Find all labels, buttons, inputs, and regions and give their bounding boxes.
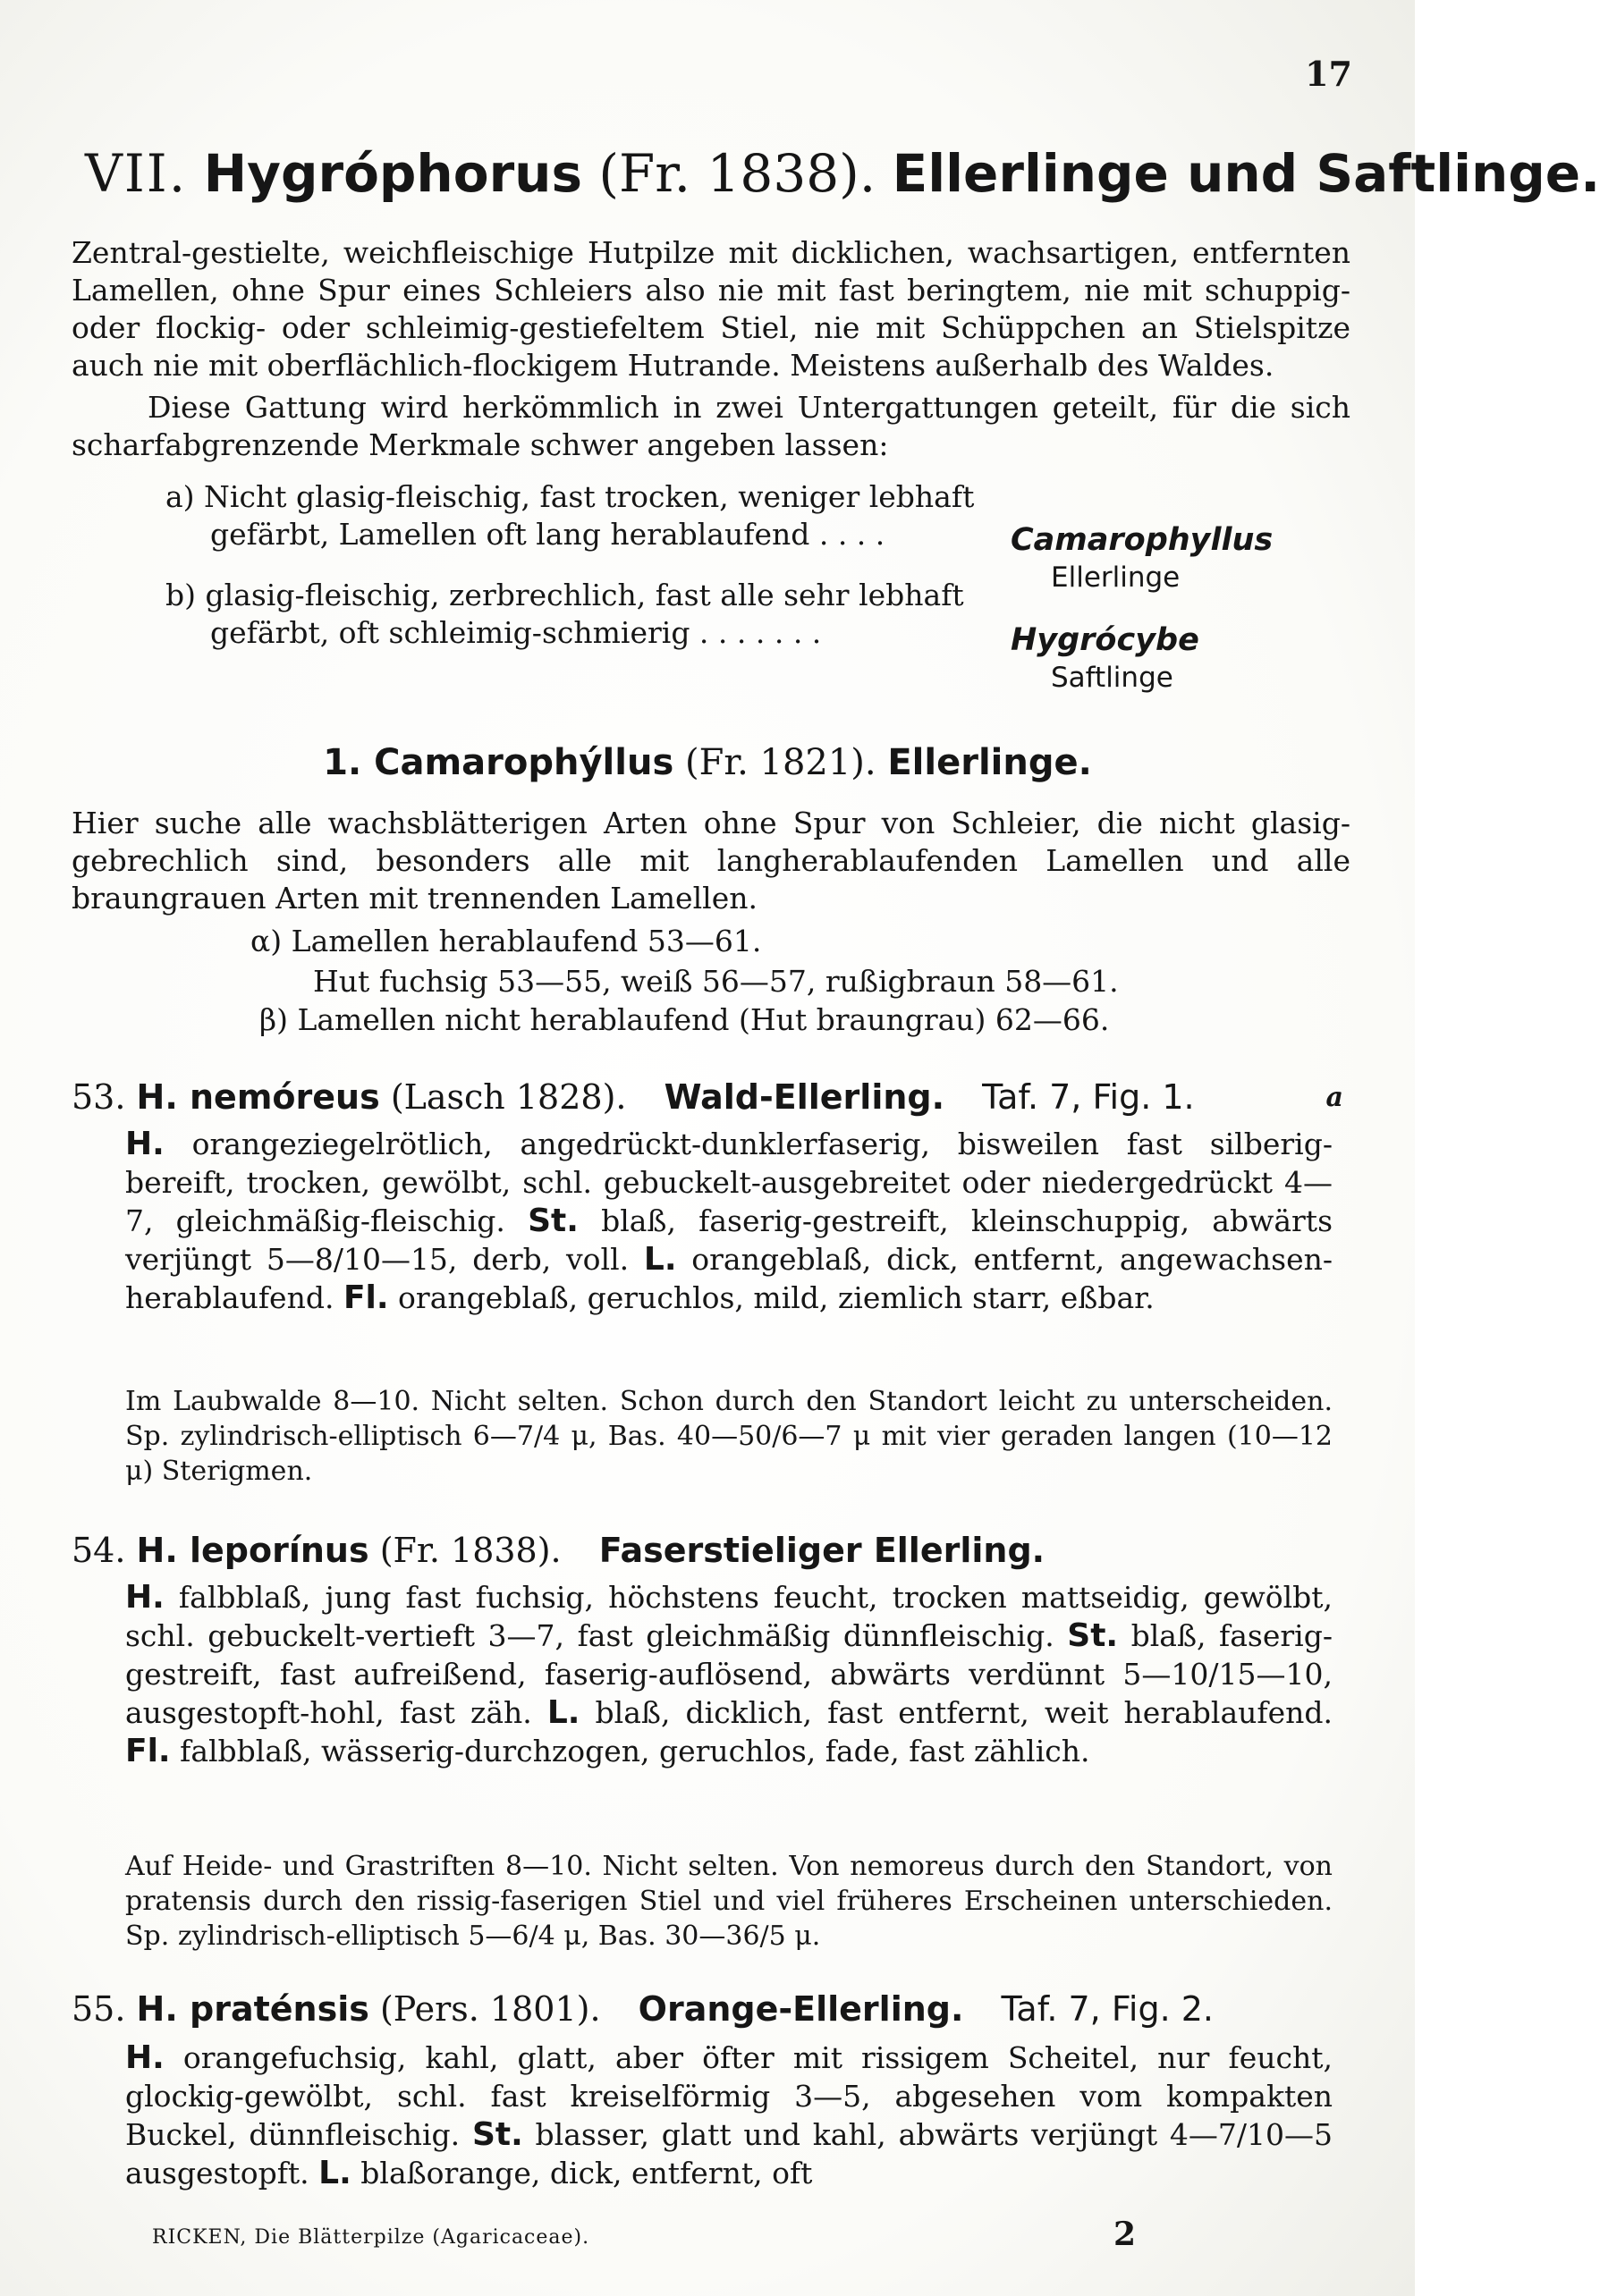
subkey-alpha: α) Lamellen herablaufend 53—61.: [250, 924, 762, 958]
species-53-num: 53.: [72, 1077, 126, 1117]
heading-year: (Fr. 1838).: [598, 143, 876, 204]
signature-number: 2: [1113, 2216, 1137, 2253]
desc-text: orangeblaß, geruchlos, mild, ziemlich starr, eßbar.: [388, 1280, 1155, 1315]
page-number: 17: [1305, 54, 1352, 94]
key-a-line1: a) Nicht glasig-fleischig, fast trocken, weniger lebhaft: [165, 479, 975, 514]
genus-intro-text: Zentral-gestielte, weichfleischige Hutpilze mit dicklichen, wachsartigen, entfernten Lamellen, ohne Spur eines Schleiers also nie mit fast beringtem, nie mit schuppig- oder flockig- oder schleimig-gestiefeltem Stiel, nie mit Schüppchen an Stielspitze auch nie mit oberflächlich-flockigem Hutrande. Meistens außerhalb des Waldes.: [72, 235, 1350, 383]
label-hut: H.: [125, 1126, 165, 1162]
label-lamellen: L.: [546, 1694, 580, 1731]
subgenus-intro-text: Hier suche alle wachsblätterigen Arten ohne Spur von Schleier, die nicht glasig-gebrechlich sind, besonders alle mit langherablaufenden Lamellen und alle braungrauen Arten mit trennenden Lamellen.: [72, 806, 1350, 916]
species-53-habitat: Im Laubwalde 8—10. Nicht selten. Schon durch den Standort leicht zu unterscheiden. Sp. zylindrisch-elliptisch 6—7/4 μ, Bas. 40—50/6—7 μ mit vier geraden langen (10—12 μ) Sterigmen.: [125, 1386, 1333, 1487]
species-55-description: [125, 2039, 1333, 2192]
label-hut: H.: [125, 2039, 165, 2076]
desc-text: orangefuchsig, kahl, glatt, aber öfter mit rissigem Scheitel, nur feucht, glockig-gewölbt, schl. fast kreiselförmig 3—5, abgesehen vom kompakten Buckel, dünnfleischig.: [125, 2040, 1333, 2152]
species-54-name: H. leporínus: [136, 1531, 369, 1570]
desc-text: falbblaß, jung fast fuchsig, höchstens feucht, trocken mattseidig, gewölbt, schl. gebuckelt-vertieft 3—7, fast gleichmäßig dünnfleischig.: [125, 1580, 1333, 1653]
desc-text: blaß, dicklich, fast entfernt, weit herablaufend.: [580, 1695, 1333, 1730]
subgenus-name: 1. Camarophýllus: [323, 742, 674, 783]
species-55-heading: [72, 1989, 1214, 2029]
species-55-name: H. praténsis: [136, 1989, 369, 2029]
key-b-common: Saftlinge: [1051, 662, 1173, 694]
footer-signature: RICKEN, Die Blätterpilze (Agaricaceae).: [152, 2226, 590, 2249]
subkey-beta: β) Lamellen nicht herablaufend (Hut braungrau) 62—66.: [259, 1002, 1110, 1037]
label-lamellen: L.: [643, 1241, 677, 1278]
label-fleisch: Fl.: [125, 1733, 171, 1769]
species-54-num: 54.: [72, 1531, 126, 1570]
subkey-fuchsig: Hut fuchsig 53—55, weiß 56—57, rußigbraun 58—61.: [313, 964, 1119, 999]
label-lamellen: L.: [318, 2155, 351, 2191]
key-entry-a: [165, 478, 1328, 594]
key-a-line2: gefärbt, Lamellen oft lang herablaufend . . . .: [210, 517, 885, 552]
genus-division: [72, 389, 1350, 464]
subgenus-year: (Fr. 1821).: [684, 742, 876, 783]
desc-text: blasser, glatt und kahl, abwärts verjüngt 4—7/10—5 ausgestopft.: [125, 2117, 1333, 2190]
genus-heading: [85, 143, 1600, 204]
species-53-name: H. nemóreus: [136, 1077, 380, 1117]
heading-genus: Hygróphorus: [203, 143, 582, 204]
genus-division-text: Diese Gattung wird herkömmlich in zwei Untergattungen geteilt, für die sich scharfabgrenzende Merkmale schwer angeben lassen:: [72, 390, 1350, 462]
species-55-common: Orange-Ellerling.: [638, 1989, 964, 2029]
label-fleisch: Fl.: [343, 1279, 389, 1316]
desc-text: blaß, faserig-gestreift, fast aufreißend, faserig-auflösend, abwärts verdünnt 5—10/15—10, ausgestopft-hohl, fast zäh.: [125, 1618, 1333, 1730]
key-b-line2: gefärbt, oft schleimig-schmierig . . . . . . .: [210, 615, 822, 650]
species-53-taf: Taf. 7, Fig. 1.: [982, 1077, 1195, 1117]
species-53-common: Wald-Ellerling.: [664, 1077, 945, 1117]
subgenus-intro: [72, 805, 1350, 917]
species-55-author: (Pers. 1801).: [379, 1989, 601, 2029]
label-hut: H.: [125, 1579, 165, 1616]
species-54-heading: [72, 1531, 1045, 1570]
species-54-description: [125, 1578, 1333, 1770]
label-stiel: St.: [1067, 1617, 1119, 1654]
key-a-name: Camarophyllus: [1011, 522, 1274, 558]
species-55-num: 55.: [72, 1989, 126, 2029]
key-a-common: Ellerlinge: [1051, 561, 1181, 594]
species-53-author: (Lasch 1828).: [390, 1077, 627, 1117]
key-b-name: Hygrócybe: [1011, 622, 1199, 658]
desc-text: blaß, faserig-gestreift, kleinschuppig, abwärts verjüngt 5—8/10—15, derb, voll.: [125, 1203, 1333, 1277]
species-55-taf: Taf. 7, Fig. 2.: [1001, 1989, 1214, 2029]
heading-roman: VII.: [85, 143, 188, 204]
subgenus-common: Ellerlinge.: [887, 742, 1092, 783]
subgenus-heading: [0, 742, 1415, 783]
key-b-line1: b) glasig-fleischig, zerbrechlich, fast alle sehr lebhaft: [165, 578, 964, 612]
genus-intro: [72, 234, 1350, 384]
species-54-habitat: Auf Heide- und Grastriften 8—10. Nicht selten. Von nemoreus durch den Standort, von pratensis durch den rissig-faserigen Stiel und viel früheres Erscheinen unterschieden. Sp. zylindrisch-elliptisch 5—6/4 μ, Bas. 30—36/5 μ.: [125, 1851, 1333, 1952]
species-53-heading: [72, 1077, 1195, 1117]
desc-text: orangeblaß, dick, entfernt, angewachsen-herablaufend.: [125, 1242, 1333, 1315]
label-stiel: St.: [471, 2116, 523, 2153]
heading-common: Ellerlinge und Saftlinge.: [892, 143, 1600, 204]
margin-mark: a: [1325, 1082, 1343, 1113]
species-53-description: [125, 1125, 1333, 1317]
species-54-common: Faserstieliger Ellerling.: [598, 1531, 1046, 1570]
species-54-author: (Fr. 1838).: [379, 1531, 562, 1570]
key-entry-b: [165, 577, 1328, 694]
desc-text: orangeziegelrötlich, angedrückt-dunklerfaserig, bisweilen fast silberig-bereift, trocken, gewölbt, schl. gebuckelt-ausgebreitet oder niedergedrückt 4—7, gleichmäßig-fleischig.: [125, 1127, 1333, 1238]
desc-text: blaßorange, dick, entfernt, oft: [351, 2156, 813, 2190]
label-stiel: St.: [528, 1203, 579, 1239]
desc-text: falbblaß, wässerig-durchzogen, geruchlos, fade, fast zählich.: [170, 1734, 1090, 1768]
